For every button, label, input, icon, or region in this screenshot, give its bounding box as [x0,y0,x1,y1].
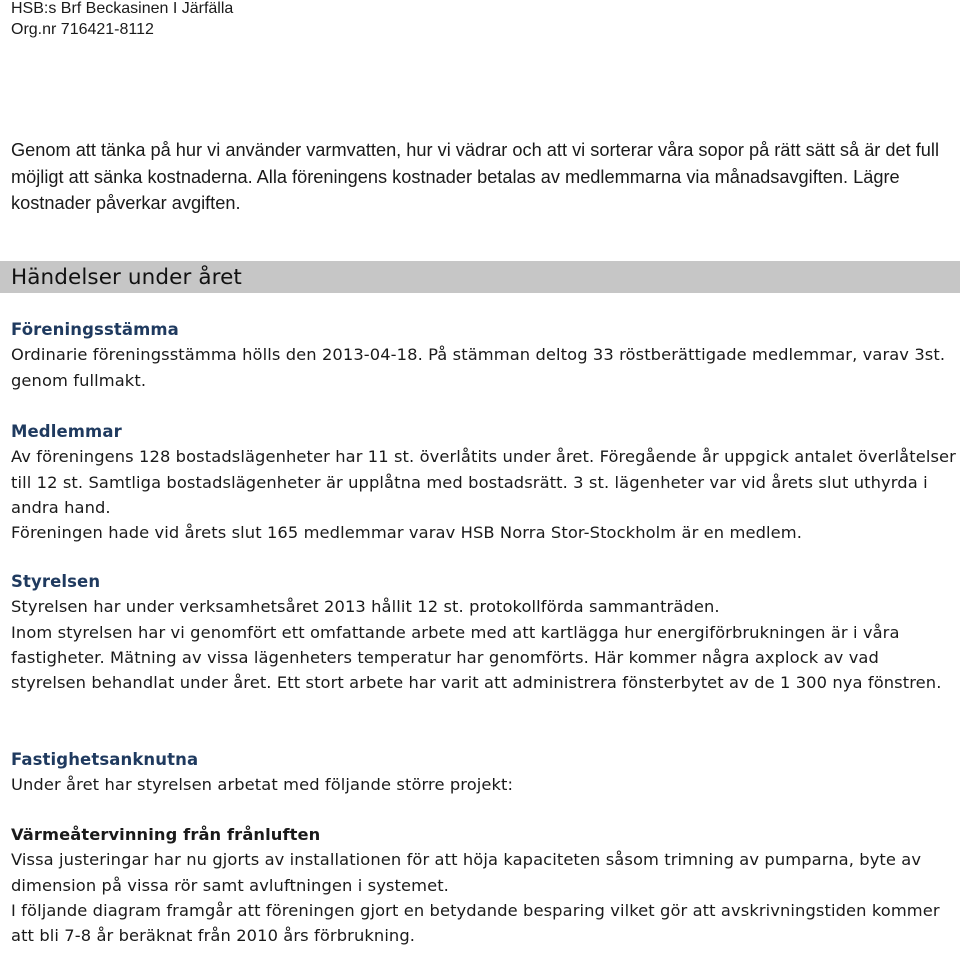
org-number: Org.nr 716421-8112 [11,21,154,38]
varmeatervinning-text-1: Vissa justeringar har nu gjorts av installationen för att höja kapaciteten såsom trimning av pumparna, byte av dimension på vissa rör samt avluftningen i systemet. [11,850,922,895]
fastighetsanknutna-text: Under året har styrelsen arbetat med följande större projekt: [11,775,514,795]
fastighetsanknutna-heading: Fastighetsanknutna [11,750,199,769]
varmeatervinning-section [11,822,956,948]
org-name: HSB:s Brf Beckasinen I Järfälla [11,0,234,17]
varmeatervinning-heading: Värmeåtervinning från frånluften [11,825,321,844]
intro-section [11,137,956,217]
styrelsen-section [11,569,956,695]
medlemmar-text-2: Föreningen hade vid årets slut 165 medlemmar varav HSB Norra Stor-Stockholm är en medlem. [11,523,802,543]
foreningsstamma-heading: Föreningsstämma [11,320,179,339]
section-title: Händelser under året [11,265,242,290]
medlemmar-heading: Medlemmar [11,422,122,441]
foreningsstamma-text: Ordinarie föreningsstämma hölls den 2013-04-18. På stämman deltog 33 röstberättigade medlemmar, varav 3st. genom fullmakt. [11,345,946,390]
medlemmar-section [11,419,956,545]
intro-paragraph: Genom att tänka på hur vi använder varmvatten, hur vi vädrar och att vi sorterar våra sopor på rätt sätt så är det full möjligt att sänka kostnaderna. Alla föreningens kostnader betalas av medlemmarna via månadsavgiften. Lägre kostnader påverkar avgiften. [11,140,940,213]
foreningsstamma-section [11,317,956,393]
styrelsen-text-1: Styrelsen har under verksamhetsåret 2013 hållit 12 st. protokollförda sammanträden. [11,597,720,617]
medlemmar-text-1: Av föreningens 128 bostadslägenheter har 11 st. överlåtits under året. Föregående år uppgick antalet överlåtelser till 12 st. Samtliga bostadslägenheter är upplåtna med bostadsrätt. 3 st. lägenheter var vid årets slut uthyrda i andra hand. [11,447,956,517]
fastighetsanknutna-section [11,747,956,798]
styrelsen-text-2: Inom styrelsen har vi genomfört ett omfattande arbete med att kartlägga hur energiförbrukningen är i våra fastigheter. Mätning av vissa lägenheters temperatur har genomförts. Här kommer några axplock av vad styrelsen behandlat under året. Ett stort arbete har varit att administrera fönsterbytet av de 1 300 nya fönstren. [11,622,942,693]
varmeatervinning-text-2: I följande diagram framgår att föreningen gjort en betydande besparing vilket gör att avskrivningstiden kommer att bli 7-8 år beräknat från 2010 års förbrukning. [11,900,940,946]
styrelsen-heading: Styrelsen [11,572,101,591]
